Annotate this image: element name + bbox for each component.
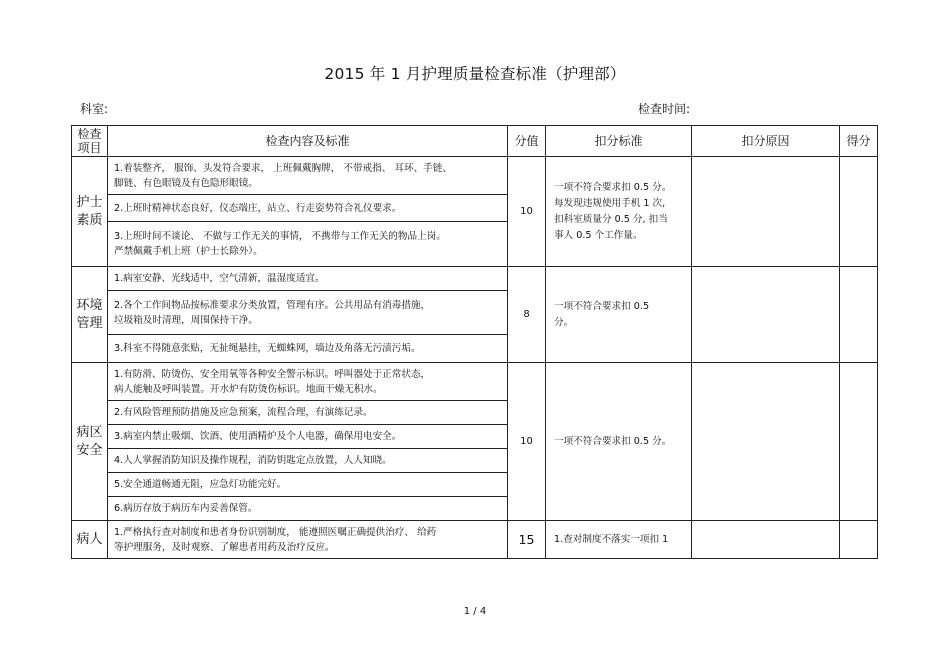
criteria-item: 2.各个工作间物品按标准要求分类放置，管理有序。公共用品有消毒措施， 垃圾箱及时清理，周围保持干净。 bbox=[108, 291, 508, 335]
category-cell: 护士 素质 bbox=[72, 157, 108, 267]
table-row bbox=[72, 521, 878, 559]
inspection-standards-table bbox=[71, 125, 878, 559]
criteria-item: 4.人人掌握消防知识及操作规程，消防钥匙定点放置，人人知晓。 bbox=[108, 449, 508, 473]
points-cell[interactable] bbox=[840, 521, 878, 559]
header-points: 得分 bbox=[840, 126, 878, 157]
header-deduction-rule: 扣分标准 bbox=[546, 126, 692, 157]
check-date-label: 检查时间: bbox=[638, 102, 691, 116]
deduction-reason-cell[interactable] bbox=[692, 363, 840, 521]
criteria-item: 1.严格执行查对制度和患者身份识别制度， 能遵照医嘱正确提供治疗、 给药 等护理服务，及时观察、了解患者用药及治疗反应。 bbox=[108, 521, 508, 559]
deduction-rule-cell: 一项不符合要求扣 0.5 分。 每发现违规使用手机 1 次, 扣科室质量分 0.5 分, 扣当 事人 0.5 个工作量。 bbox=[546, 157, 692, 267]
category-cell: 病人 bbox=[72, 521, 108, 559]
score-cell: 8 bbox=[508, 267, 546, 363]
deduction-rule-cell: 一项不符合要求扣 0.5 分。 bbox=[546, 267, 692, 363]
header-score: 分值 bbox=[508, 126, 546, 157]
table-row bbox=[72, 267, 878, 291]
header-deduction-reason: 扣分原因 bbox=[692, 126, 840, 157]
page-number: 1 / 4 bbox=[463, 606, 487, 617]
page-title: 2015 年 1 月护理质量检查标准（护理部） bbox=[324, 65, 626, 83]
header-content: 检查内容及标准 bbox=[108, 126, 508, 157]
category-cell: 病区 安全 bbox=[72, 363, 108, 521]
criteria-item: 1.病室安静、光线适中，空气清新，温湿度适宜。 bbox=[108, 267, 508, 291]
table-header-row bbox=[72, 126, 878, 157]
criteria-item: 3.病室内禁止吸烟、饮酒、使用酒精炉及个人电器，确保用电安全。 bbox=[108, 425, 508, 449]
category-cell: 环境 管理 bbox=[72, 267, 108, 363]
criteria-item: 2.有风险管理预防措施及应急预案，流程合理，有演练记录。 bbox=[108, 401, 508, 425]
deduction-rule-cell: 一项不符合要求扣 0.5 分。 bbox=[546, 363, 692, 521]
deduction-reason-cell[interactable] bbox=[692, 267, 840, 363]
criteria-item: 2.上班时精神状态良好，仪态端庄，站立、行走姿势符合礼仪要求。 bbox=[108, 195, 508, 222]
deduction-reason-cell[interactable] bbox=[692, 157, 840, 267]
points-cell[interactable] bbox=[840, 267, 878, 363]
criteria-item: 5.安全通道畅通无阻，应急灯功能完好。 bbox=[108, 473, 508, 497]
department-label: 科室: bbox=[80, 102, 109, 116]
criteria-item: 1.着装整齐， 服饰、头发符合要求， 上班佩戴胸牌， 不带戒指、 耳环、手链、 脚链、有色眼镜及有色隐形眼镜。 bbox=[108, 157, 508, 195]
table-row bbox=[72, 363, 878, 401]
table-row bbox=[72, 157, 878, 195]
header-category: 检查 项目 bbox=[72, 126, 108, 157]
criteria-item: 1.有防滑、防烫伤、安全用氧等各种安全警示标识。呼叫器处于正常状态， 病人能触及呼叫装置。开水炉有防烫伤标识。地面干燥无积水。 bbox=[108, 363, 508, 401]
points-cell[interactable] bbox=[840, 157, 878, 267]
score-cell: 10 bbox=[508, 157, 546, 267]
points-cell[interactable] bbox=[840, 363, 878, 521]
criteria-item: 6.病历存放于病历车内妥善保管。 bbox=[108, 497, 508, 521]
score-cell: 15 bbox=[508, 521, 546, 559]
criteria-item: 3.上班时间不谈论、 不做与工作无关的事情， 不携带与工作无关的物品上岗。 严禁佩戴手机上班（护士长除外）。 bbox=[108, 222, 508, 267]
score-cell: 10 bbox=[508, 363, 546, 521]
deduction-rule-cell: 1.查对制度不落实一项扣 1 bbox=[546, 521, 692, 559]
deduction-reason-cell[interactable] bbox=[692, 521, 840, 559]
criteria-item: 3.科室不得随意张贴，无扯绳悬挂，无蜘蛛网，墙边及角落无污渍污垢。 bbox=[108, 335, 508, 363]
